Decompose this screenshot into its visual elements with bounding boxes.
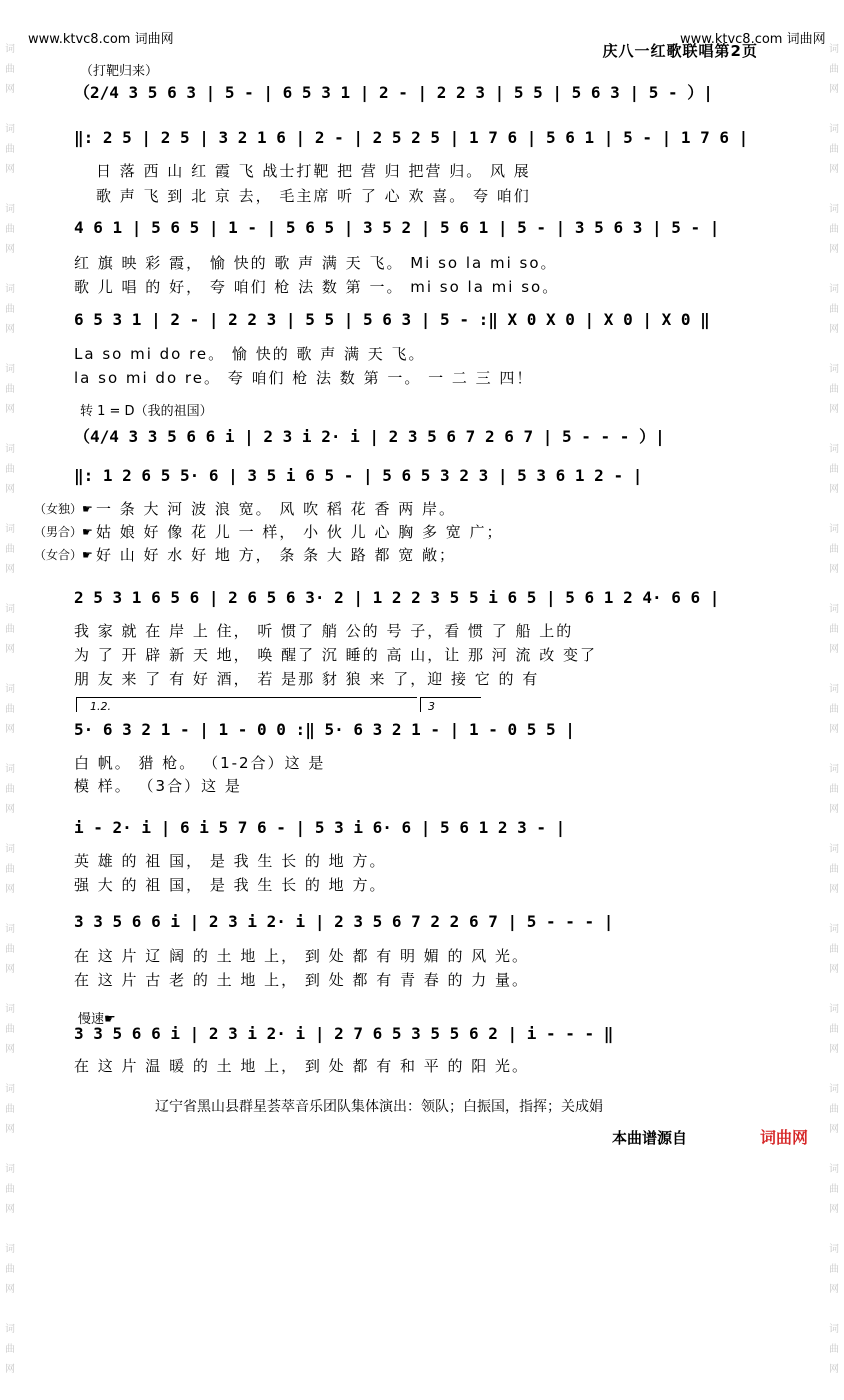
lyric-line: 歌 儿 唱 的 好， 夸 咱们 枪 法 数 第 一。 mi so la mi so。 [74,278,560,296]
score-line [64,128,784,156]
lyric-line: 红 旗 映 彩 霞， 愉 快的 歌 声 满 天 飞。 Mi so la mi so。 [74,254,558,272]
source-label: 本曲谱源自 [612,1129,688,1147]
jianpu-notes: i - 2· i | 6 i 5 7 6 - | 5 3 i 6· 6 | 5 6 1 2 3 - | [74,818,566,837]
score-line [64,424,784,452]
lyric-line: 英 雄 的 祖 国， 是 我 生 长 的 地 方。 [74,852,387,870]
lyric-line: La so mi do re。 愉 快的 歌 声 满 天 飞。 [74,345,426,363]
jianpu-notes: 5· 6 3 2 1 - | 1 - 0 0 :‖ 5· 6 3 2 1 - | 1 - 0 5 5 | [74,720,575,739]
left-watermark: 词 曲 网 词 曲 网 词 曲 网 词 曲 网 词 曲 网 词 曲 网 词 曲 网 词 曲 网 词 曲 网 词 曲 网 词 曲 网 词 曲 网 词 曲 网 词 曲 网 词 曲 网 词 曲 网 词 曲 网 [5,44,15,1375]
lyric-line: 姑 娘 好 像 花 儿 一 样， 小 伙 儿 心 胸 多 宽 广； [96,523,504,541]
right-watermark: 词 曲 网 词 曲 网 词 曲 网 词 曲 网 词 曲 网 词 曲 网 词 曲 网 词 曲 网 词 曲 网 词 曲 网 词 曲 网 词 曲 网 词 曲 网 词 曲 网 词 曲 网 词 曲 网 词 曲 网 [829,44,839,1375]
jianpu-notes: 6 5 3 1 | 2 - | 2 2 3 | 5 5 | 5 6 3 | 5 - :‖ X 0 X 0 | X 0 | X 0 ‖ [74,310,710,329]
volta-label-2: 3 [428,700,435,713]
jianpu-notes: ‖: 1 2 6 5 5· 6 | 3 5 i 6 5 - | 5 6 5 3 2 3 | 5 3 6 1 2 - | [74,466,643,485]
jianpu-notes: 4 6 1 | 5 6 5 | 1 - | 5 6 5 | 3 5 2 | 5 6 1 | 5 - | 3 5 6 3 | 5 - | [74,218,720,237]
key-change: 转 1 = D（我的祖国） [80,404,213,419]
tempo-marking: 慢速☛ [78,1012,116,1027]
page-title: 庆八一红歌联唱第2页 [602,42,758,60]
jianpu-notes: ‖: 2 5 | 2 5 | 3 2 1 6 | 2 - | 2 5 2 5 | 1 7 6 | 5 6 1 | 5 - | 1 7 6 | [74,128,749,147]
score-line [64,588,784,616]
lyric-line: 在 这 片 温 暖 的 土 地 上， 到 处 都 有 和 平 的 阳 光。 [74,1057,530,1075]
song-subtitle: （打靶归来） [80,64,159,79]
score-line [64,310,784,338]
voice-part-label: （男合）☛ [34,525,93,539]
lyric-line: 日 落 西 山 红 霞 飞 战士打靶 把 营 归 把营 归。 风 展 [96,162,531,180]
brand-logo-text[interactable]: 词曲网 [760,1128,809,1147]
lyric-line: 强 大 的 祖 国， 是 我 生 长 的 地 方。 [74,876,387,894]
score-line [64,720,784,748]
volta-label-1: 1.2. [90,700,111,713]
jianpu-notes: （2/4 3 5 6 3 | 5 - | 6 5 3 1 | 2 - | 2 2 3 | 5 5 | 5 6 3 | 5 - ）| [74,83,713,102]
score-line [64,218,784,246]
voice-part-label: （女合）☛ [34,548,93,562]
lyric-line: 白 帆。 猎 枪。 （1-2合）这 是 [74,754,326,772]
jianpu-notes: （4/4 3 3 5 6 6 i | 2 3 i 2· i | 2 3 5 6 7 2 6 7 | 5 - - - ）| [74,427,665,446]
lyric-line: 在 这 片 辽 阔 的 土 地 上， 到 处 都 有 明 媚 的 风 光。 [74,947,530,965]
lyric-line: 朋 友 来 了 有 好 酒， 若 是那 豺 狼 来 了，迎 接 它 的 有 [74,670,540,688]
score-line [64,80,784,108]
score-line [64,818,784,846]
jianpu-notes: 3 3 5 6 6 i | 2 3 i 2· i | 2 7 6 5 3 5 5 6 2 | i - - - ‖ [74,1024,614,1043]
site-url-right[interactable]: www.ktvc8.com 词曲网 [680,32,826,47]
score-line [64,466,784,494]
voice-part-label: （女独）☛ [34,502,93,516]
jianpu-notes: 3 3 5 6 6 i | 2 3 i 2· i | 2 3 5 6 7 2 2 6 7 | 5 - - - | [74,912,614,931]
lyric-line: la so mi do re。 夸 咱们 枪 法 数 第 一。 一 二 三 四！ [74,369,534,387]
score-line [64,912,784,940]
lyric-line: 我 家 就 在 岸 上 住， 听 惯了 艄 公的 号 子，看 惯 了 船 上的 [74,622,574,640]
volta-bracket-1 [76,697,417,712]
lyric-line: 一 条 大 河 波 浪 宽。 风 吹 稻 花 香 两 岸。 [96,500,456,518]
lyric-line: 在 这 片 古 老 的 土 地 上， 到 处 都 有 青 春 的 力 量。 [74,971,530,989]
lyric-line: 歌 声 飞 到 北 京 去， 毛主席 听 了 心 欢 喜。 夸 咱们 [96,187,531,205]
lyric-line: 为 了 开 辟 新 天 地， 唤 醒了 沉 睡的 高 山，让 那 河 流 改 变了 [74,646,598,664]
lyric-line: 模 样。 （3合）这 是 [74,777,242,795]
score-line [64,1024,784,1052]
jianpu-notes: 2 5 3 1 6 5 6 | 2 6 5 6 3· 2 | 1 2 2 3 5 5 i 6 5 | 5 6 1 2 4· 6 6 | [74,588,720,607]
performer-credits: 辽宁省黑山县群星荟萃音乐团队集体演出：领队；白振国，指挥；关成娟 [155,1099,603,1115]
lyric-line: 好 山 好 水 好 地 方， 条 条 大 路 都 宽 敞； [96,546,456,564]
site-url-left[interactable]: www.ktvc8.com 词曲网 [28,32,174,47]
